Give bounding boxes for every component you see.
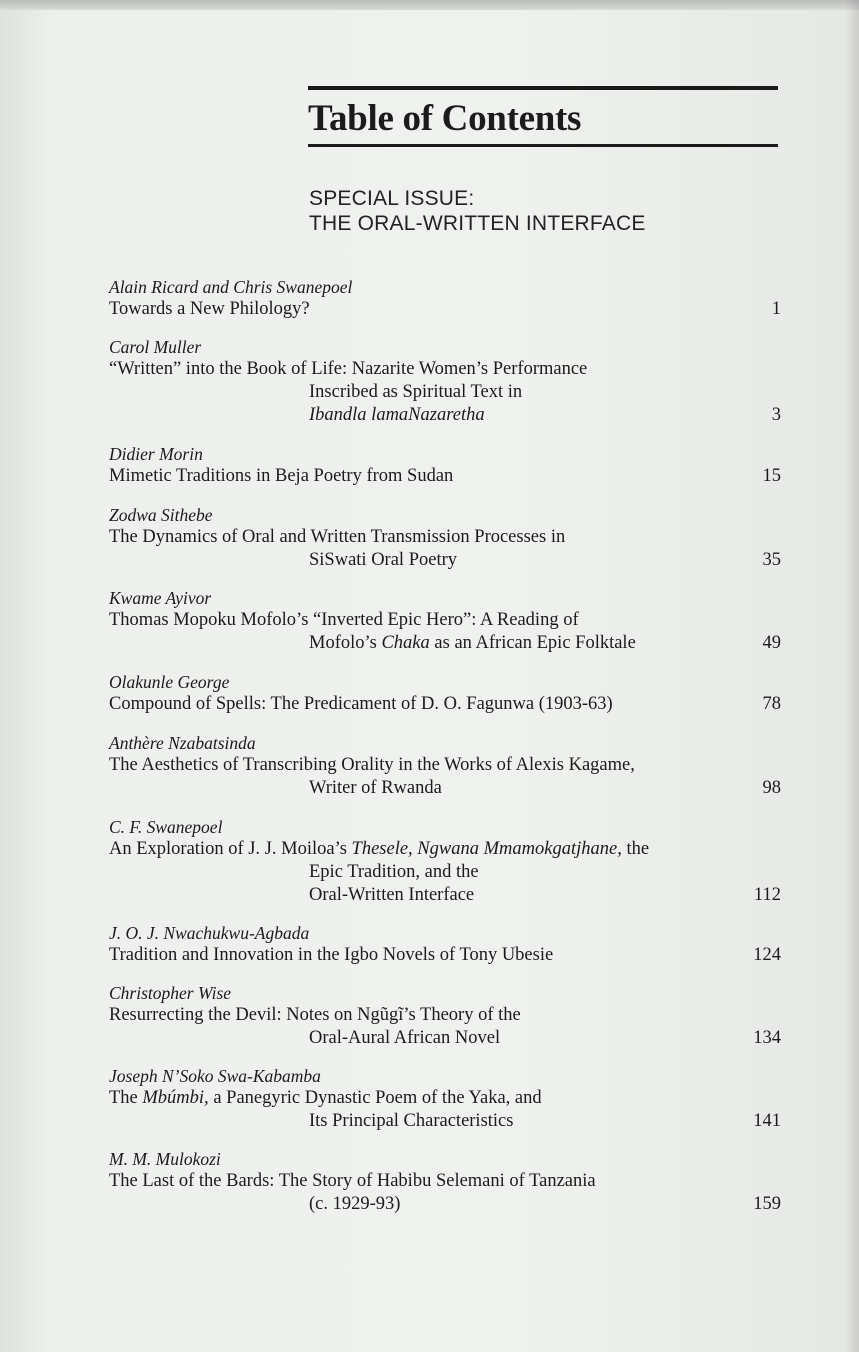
entry-page-number: 134	[753, 1027, 781, 1048]
entry-author: Kwame Ayivor	[109, 588, 212, 608]
entry-title-text: Its Principal Characteristics	[309, 1110, 514, 1131]
entry-title-line	[109, 632, 781, 655]
entry-author: Carol Muller	[109, 337, 202, 357]
entry-page-number: 3	[771, 404, 781, 425]
special-issue-heading	[309, 186, 646, 236]
contents-entry	[109, 671, 781, 716]
entry-title-line	[109, 838, 781, 861]
entry-title-line	[109, 1087, 781, 1110]
contents-entry	[109, 336, 781, 426]
entry-title-text: An Exploration of J. J. Moiloa’s	[109, 839, 352, 859]
entry-title-line	[109, 884, 781, 907]
entry-title-line	[109, 1170, 781, 1193]
entry-page-number: 112	[753, 884, 781, 905]
entry-page-number: 49	[762, 632, 781, 653]
contents-entry	[109, 443, 781, 488]
entry-title-line	[109, 298, 781, 321]
contents-entry	[109, 587, 781, 655]
contents-entry	[109, 1148, 781, 1216]
entry-title-text: the	[621, 839, 650, 859]
entry-title-text: Compound of Spells: The Predicament of D. O. Fagunwa (1903-63)	[109, 694, 613, 714]
entry-title-line	[109, 526, 781, 549]
entry-title-line	[109, 1110, 781, 1133]
contents-entry	[109, 982, 781, 1050]
entry-title-line	[109, 777, 781, 800]
entry-title-text: The Last of the Bards: The Story of Habibu Selemani of Tanzania	[109, 1171, 596, 1191]
entry-page-number: 124	[753, 945, 781, 965]
entry-title-text: (c. 1929-93)	[309, 1193, 401, 1214]
entry-author: Olakunle George	[109, 672, 230, 692]
entry-page-number: 35	[762, 549, 781, 570]
entry-author: Didier Morin	[109, 444, 203, 464]
entry-title-text: The	[109, 1088, 143, 1108]
entry-title-line	[109, 1004, 781, 1027]
page-top-edge	[0, 0, 859, 10]
entry-author: M. M. Mulokozi	[109, 1149, 221, 1169]
entry-title-text: The Dynamics of Oral and Written Transmission Processes in	[109, 527, 566, 547]
entry-title-line	[109, 549, 781, 572]
entry-author: C. F. Swanepoel	[109, 817, 223, 837]
contents-entry	[109, 504, 781, 572]
contents-entry	[109, 816, 781, 906]
entry-title-italic: Chaka	[381, 632, 430, 653]
entry-author: J. O. J. Nwachukwu-Agbada	[109, 923, 310, 943]
title-bottom-rule	[308, 144, 778, 147]
contents-entry	[109, 922, 781, 967]
entry-title-line	[109, 358, 781, 381]
entry-title-line	[109, 465, 781, 488]
entry-page-number: 98	[762, 777, 781, 798]
contents-entry	[109, 1065, 781, 1133]
title-top-rule	[308, 86, 778, 90]
entry-title-text: Resurrecting the Devil: Notes on Ngũgĩ’s Theory of the	[109, 1005, 521, 1025]
entry-title-line	[109, 609, 781, 632]
entry-page-number: 1	[771, 299, 781, 319]
entry-title-line	[109, 693, 781, 716]
entry-title-text: The Aesthetics of Transcribing Orality in the Works of Alexis Kagame,	[109, 755, 635, 775]
entry-title-text: Towards a New Philology?	[109, 299, 310, 319]
page-right-edge	[845, 0, 859, 1352]
entry-title-text: a Panegyric Dynastic Poem of the Yaka, and	[208, 1088, 542, 1108]
entry-author: Alain Ricard and Chris Swanepoel	[109, 277, 353, 297]
entry-title-line	[109, 754, 781, 777]
entry-page-number: 15	[762, 466, 781, 486]
entry-title-text: Mofolo’s	[309, 632, 382, 653]
special-issue-line-1: SPECIAL ISSUE:	[309, 187, 475, 210]
entry-title-italic: Mbúmbi,	[142, 1088, 209, 1108]
entry-title-text: Inscribed as Spiritual Text in	[309, 381, 523, 402]
entry-author: Zodwa Sithebe	[109, 505, 213, 525]
entry-title-text: Oral-Aural African Novel	[309, 1027, 501, 1048]
special-issue-line-2: THE ORAL-WRITTEN INTERFACE	[309, 212, 646, 235]
entry-title-line	[109, 381, 781, 404]
page-title: Table of Contents	[308, 98, 582, 139]
entry-title-italic: Ibandla lamaNazaretha	[309, 404, 485, 425]
entry-title-text: Thomas Mopoku Mofolo’s “Inverted Epic Hero”: A Reading of	[109, 610, 579, 630]
entry-title-text: SiSwati Oral Poetry	[309, 549, 457, 570]
entry-title-italic: Thesele, Ngwana Mmamokgatjhane,	[351, 839, 622, 859]
entry-title-text: as an African Epic Folktale	[429, 632, 636, 653]
entry-title-text: Writer of Rwanda	[309, 777, 442, 798]
entry-page-number: 78	[762, 694, 781, 714]
entry-title-line	[109, 1027, 781, 1050]
entry-title-line	[109, 944, 781, 967]
entry-title-text: Tradition and Innovation in the Igbo Novels of Tony Ubesie	[109, 945, 554, 965]
entry-author: Joseph N’Soko Swa-Kabamba	[109, 1066, 321, 1086]
entry-page-number: 159	[753, 1193, 781, 1214]
entry-title-line	[109, 404, 781, 427]
entry-author: Christopher Wise	[109, 983, 232, 1003]
entry-title-line	[109, 861, 781, 884]
entry-title-text: Epic Tradition, and the	[309, 861, 479, 882]
entry-page-number: 141	[753, 1110, 781, 1131]
contents-entry	[109, 732, 781, 800]
entry-title-text: “Written” into the Book of Life: Nazarite Women’s Performance	[109, 359, 588, 379]
entry-author: Anthère Nzabatsinda	[109, 733, 256, 753]
entry-title-text: Oral-Written Interface	[309, 884, 475, 905]
contents-entry	[109, 276, 781, 321]
entry-title-line	[109, 1193, 781, 1216]
entry-title-text: Mimetic Traditions in Beja Poetry from Sudan	[109, 466, 454, 486]
